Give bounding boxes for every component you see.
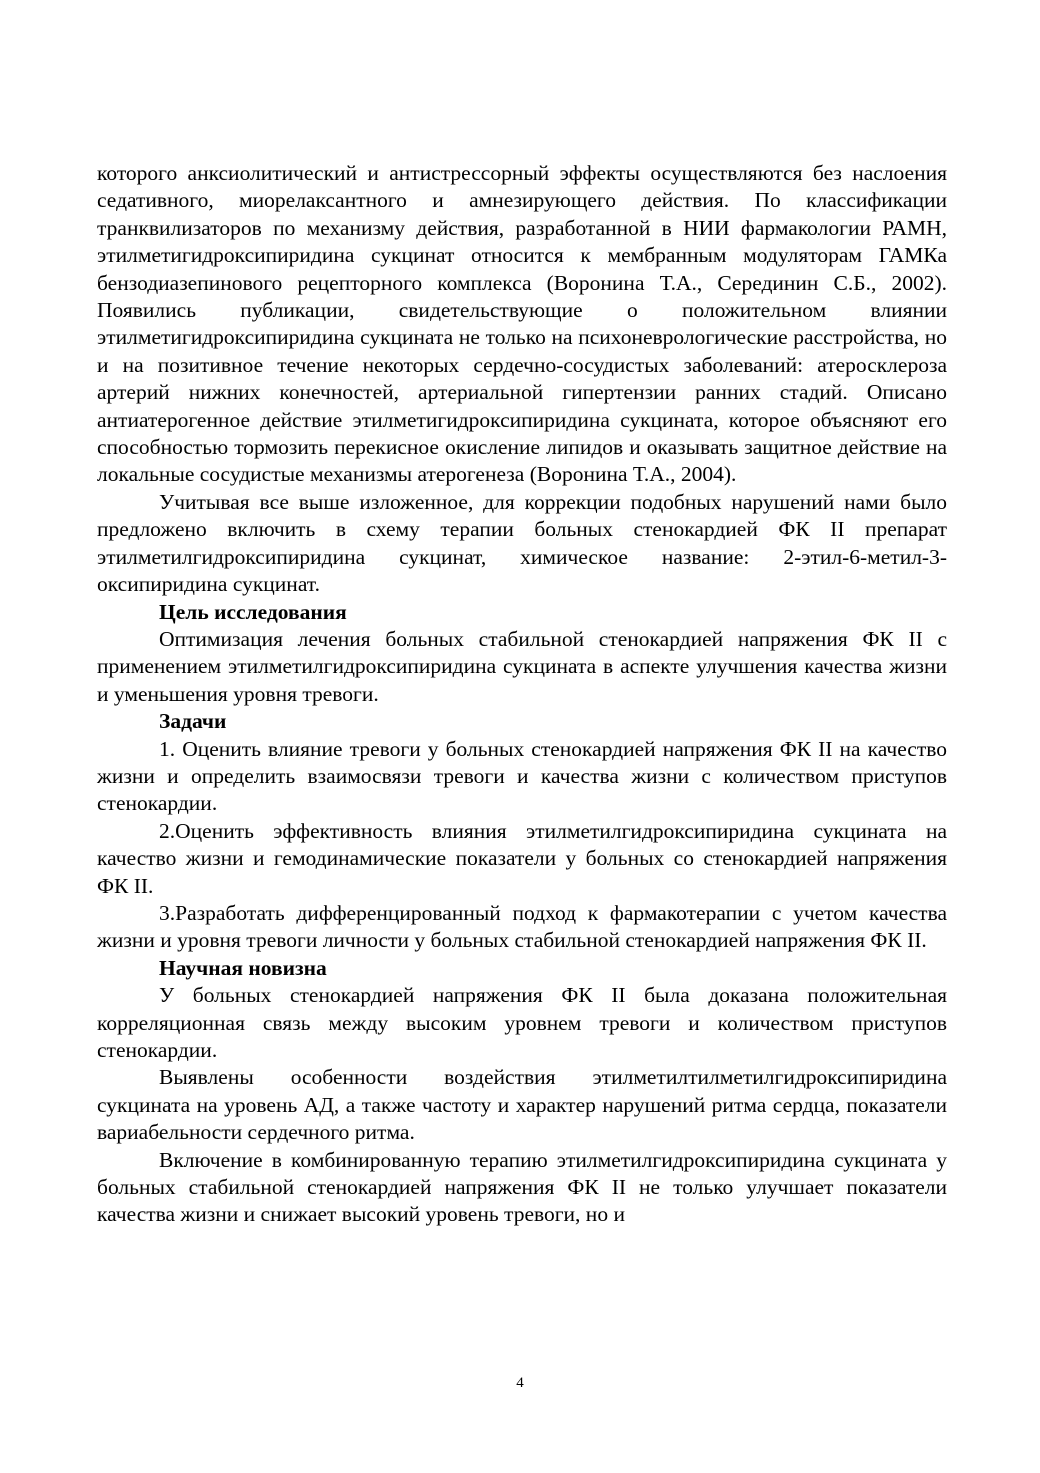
novelty-item-3: Включение в комбинированную терапию этилметилгидроксипиридина сукцината у больных стабильной стенокардией напряжения ФК II не только улучшает показатели качества жизни и снижает высокий уровень тревоги, но и xyxy=(97,1147,947,1227)
novelty-item-1: У больных стенокардией напряжения ФК II была доказана положительная корреляционная связь между высоким уровнем тревоги и количеством приступов стенокардии. xyxy=(97,983,947,1062)
heading-goal: Цель исследования xyxy=(159,599,347,624)
paragraph-intro: которого анксиолитический и антистрессорный эффекты осуществляются без наслоения седативного, миорелаксантного и амнезирующего действия. По классификации транквилизаторов по механизму действия, разработанной в НИИ фармакологии РАМН, этилметигидроксипиридина сукцинат относится к мембранным модуляторам ГАМКа бензодиазепинового рецепторного комплекса (Воронина Т.А., Серединин С.Б., 2002). Появились публикации, свидетельствующие о положительном влиянии этилметигидроксипиридина сукцината не только на психоневрологические расстройства, но и на позитивное течение некоторых сердечно-сосудистых заболеваний: атеросклероза артерий нижних конечностей, артериальной гипертензии ранних стадий. Описано антиатерогенное действие этилметигидроксипиридина сукцината, которое объясняют его способностью тормозить перекисное окисление липидов и оказывать защитное действие на локальные сосудистые механизмы атерогенеза (Воронина Т.А., 2004). xyxy=(97,161,947,487)
paragraph-goal: Оптимизация лечения больных стабильной стенокардией напряжения ФК II с применением этилметилгидроксипиридина сукцината в аспекте улучшения качества жизни и уменьшения уровня тревоги. xyxy=(97,626,947,706)
task-item-2: 2.Оценить эффективность влияния этилметилгидроксипиридина сукцината на качество жизни и гемодинамические показатели у больных со стенокардией напряжения ФК II. xyxy=(97,818,947,898)
task-item-1: 1. Оценить влияние тревоги у больных стенокардией напряжения ФК II на качество жизни и определить взаимосвязи тревоги и качества жизни с количеством приступов стенокардии. xyxy=(97,736,947,816)
heading-tasks: Задачи xyxy=(159,709,227,734)
novelty-item-2: Выявлены особенности воздействия этилметилтилметилгидроксипиридина сукцината на уровень АД, а также частоту и характер нарушений ритма сердца, показатели вариабельности сердечного ритма. xyxy=(97,1065,947,1145)
heading-novelty: Научная новизна xyxy=(159,955,327,980)
page-number: 4 xyxy=(516,1375,524,1391)
paragraph-rationale: Учитывая все выше изложенное, для коррекции подобных нарушений нами было предложено включить в схему терапии больных стенокардией ФК II препарат этилметилгидроксипиридина сукцинат, химическое название: 2-этил-6-метил-3-оксипиридина сукцинат. xyxy=(97,489,947,597)
task-item-3: 3.Разработать дифференцированный подход к фармакотерапии с учетом качества жизни и уровня тревоги личности у больных стабильной стенокардией напряжения ФК II. xyxy=(97,900,947,953)
document-body xyxy=(97,160,947,1229)
